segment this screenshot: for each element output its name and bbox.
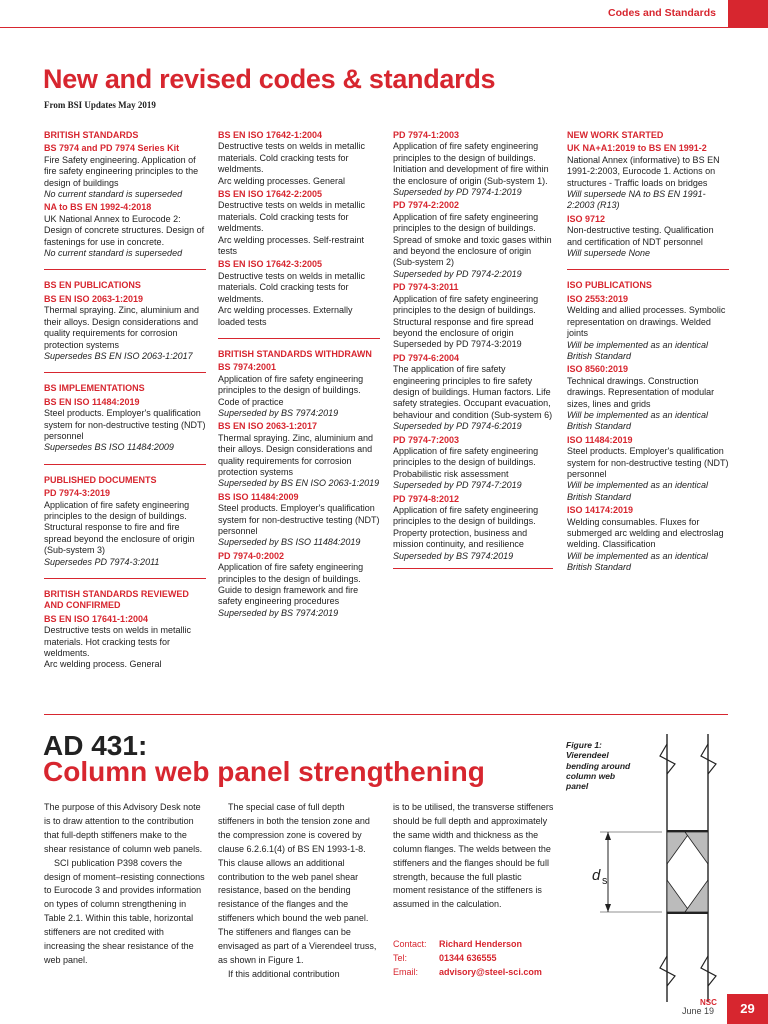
standard-description: Arc welding processes. General xyxy=(218,175,346,186)
standard-description: Arc welding process. General xyxy=(44,659,162,670)
footer-brand: NSC xyxy=(700,998,717,1007)
standard-note: Superseded by BS 7974:2019 xyxy=(218,607,339,618)
standard-note: Superseded by BS 7974:2019 xyxy=(393,550,514,561)
standard-code: BS EN ISO 11484:2019 xyxy=(44,396,140,407)
standard-note: Will be implemented as an identical British Standard xyxy=(567,339,708,361)
standard-code: PD 7974-8:2012 xyxy=(393,493,460,504)
standard-description: Destructive tests on welds in metallic materials. Cold cracking tests for weldments. xyxy=(218,270,366,304)
standard-code: PD 7974-2:2002 xyxy=(393,200,460,211)
dimension-arrow-bottom xyxy=(605,904,611,912)
advisory-title: AD 431: xyxy=(43,730,148,761)
standard-description: Steel products. Employer's qualification system for non-destructive testing (NDT) personnel xyxy=(567,446,729,479)
standard-code: NA to BS EN 1992-4:2018 xyxy=(44,202,152,213)
advisory-subtitle: Column web panel strengthening xyxy=(43,756,485,787)
page-title: New and revised codes & standards xyxy=(43,64,496,94)
standard-description: Non-destructive testing. Qualification and certification of NDT personnel xyxy=(567,225,714,247)
standard-code: PD 7974-3:2011 xyxy=(393,282,459,293)
standard-description: Steel products. Employer's qualification system for non-destructive testing (NDT) personnel xyxy=(44,408,206,441)
standard-code: BS 7974:2001 xyxy=(218,362,277,373)
contact-label: Contact: xyxy=(393,939,427,949)
standard-note: No current standard is superseded xyxy=(44,189,183,200)
standard-code: BS ISO 11484:2009 xyxy=(218,491,299,502)
article-paragraph: If this additional contribution xyxy=(228,968,340,979)
standard-code: BS EN ISO 17642-3:2005 xyxy=(218,259,323,270)
standard-code: ISO 9712 xyxy=(567,213,606,224)
column-3 xyxy=(393,128,555,569)
section-label: Codes and Standards xyxy=(608,7,716,19)
email-link[interactable]: advisory@steel-sci.com xyxy=(439,966,542,977)
standard-description: UK National Annex to Eurocode 2: Design of concrete structures. Design of fastenings for use in concrete. xyxy=(44,213,205,247)
standard-note: Will be implemented as an identical British Standard xyxy=(567,480,708,502)
standard-note: Supersedes BS ISO 11484:2009 xyxy=(44,442,174,453)
standard-description: Technical drawings. Construction drawings. Representation of modular sizes, lines and grids xyxy=(567,375,715,409)
standard-description: Thermal spraying. Zinc, aluminium and their alloys. Design considerations and quality requirements for corrosion protection systems xyxy=(44,305,200,350)
contact-row xyxy=(393,938,563,952)
standard-description: Application of fire safety engineering principles to the design of buildings. Spread of smoke and toxic gases within and beyond the enclosure of origin (Sub-system 2) xyxy=(393,211,552,268)
standard-code: BS EN ISO 17642-1:2004 xyxy=(218,130,323,140)
standard-code: PD 7974-0:2002 xyxy=(218,550,285,561)
standard-description: Application of fire safety engineering principles to the design of buildings. Structural response and fire spread beyond the enclosure of origin xyxy=(393,293,539,338)
standard-note: Supersedes BS EN ISO 2063-1:2017 xyxy=(44,350,193,361)
section-heading: PUBLISHED DOCUMENTS xyxy=(44,464,206,486)
standard-note: Will be implemented as an identical British Standard xyxy=(567,409,708,432)
dimension-subscript: s xyxy=(602,875,608,887)
standard-note: Superseded by PD 7974-1:2019 xyxy=(393,187,522,198)
standard-description: Welding consumables. Fluxes for submerged arc welding and electroslag welding. Classification xyxy=(567,516,724,550)
article-paragraph: The special case of full depth stiffeners in both the tension zone and the compression zone is covered by clause 6.2.6.1(4) of BS EN 1993-1-8. This clause allows an additional contribution to the web panel shear resistance, based on the bending resistance of the flanges and the stiffeners which bound the web panel. The stiffeners and flanges can be envisaged as part of a Vierendeel truss, as shown in Figure 1. xyxy=(218,802,377,965)
standard-note: Will supersede NA to BS EN 1991-2:2003 (R13) xyxy=(567,189,706,211)
tel-label: Tel: xyxy=(393,952,408,963)
section-heading: ISO PUBLICATIONS xyxy=(567,269,729,291)
page-number: 29 xyxy=(727,994,768,1024)
article-column-2 xyxy=(218,801,380,982)
section-heading: NEW WORK STARTED xyxy=(567,130,664,140)
standard-code: ISO 8560:2019 xyxy=(567,364,629,375)
section-divider xyxy=(44,714,728,715)
standard-description: Steel products. Employer's qualification system for non-destructive testing (NDT) personnel xyxy=(218,503,380,536)
standard-description: Application of fire safety engineering principles to the design of buildings. Structural response to fire and fire spread beyond the enclosure of origin (Sub-system 3) xyxy=(44,499,195,556)
article-paragraph: is to be utilised, the transverse stiffeners should be full depth and approximately the same width and thickness as the column flanges. The welds between the stiffeners and the flanges should be full strength, because the full plastic moment resistance of the stiffeners is assumed in the calculation. xyxy=(393,802,554,910)
standard-code: PD 7974-3:2019 xyxy=(44,488,111,499)
section-heading: BRITISH STANDARDS xyxy=(44,130,139,140)
column-4 xyxy=(567,128,729,574)
contact-name: Richard Henderson xyxy=(439,939,523,949)
standard-description: Welding and allied processes. Symbolic representation on drawings. Welded joints xyxy=(567,305,726,339)
dimension-label: d xyxy=(592,867,601,884)
moment-diagram-top-right xyxy=(685,832,708,864)
standard-note: No current standard is superseded xyxy=(44,248,183,259)
standard-description: National Annex (informative) to BS EN 1991-2:2003, Eurocode 1. Actions on structures - Traffic loads on bridges xyxy=(567,154,720,188)
standard-note: Superseded by BS EN ISO 2063-1:2019 xyxy=(218,478,380,489)
standard-code: ISO 11484:2019 xyxy=(567,434,633,445)
standard-description: Destructive tests on welds in metallic materials. Cold cracking tests for weldments. xyxy=(218,200,366,234)
section-heading: BS IMPLEMENTATIONS xyxy=(44,372,206,394)
article-paragraph: The purpose of this Advisory Desk note is to draw attention to the contribution that full-depth stiffeners make to the shear resistance of column web panels. xyxy=(44,802,203,854)
standard-code: BS EN ISO 2063-1:2019 xyxy=(44,293,144,304)
standard-description: Application of fire safety engineering principles to the design of buildings. Code of practice xyxy=(218,373,364,407)
tel-value[interactable]: 01344 636555 xyxy=(439,952,497,963)
standard-note: Supersedes PD 7974-3:2011 xyxy=(44,556,160,567)
contact-row xyxy=(393,952,563,966)
section-heading: BRITISH STANDARDS WITHDRAWN xyxy=(218,338,380,360)
standard-note: Will supersede None xyxy=(567,248,650,259)
standard-note: Superseded by PD 7974-2:2019 xyxy=(393,268,522,279)
column-1 xyxy=(44,128,206,671)
standard-note: Superseded by PD 7974-6:2019 xyxy=(393,421,522,432)
standard-note: Superseded by BS ISO 11484:2019 xyxy=(218,537,361,548)
standard-code: BS EN ISO 2063-1:2017 xyxy=(218,421,318,432)
column-end-rule xyxy=(393,568,553,569)
standard-description: Superseded by PD 7974-3:2019 xyxy=(393,339,522,350)
standard-description: The application of fire safety engineering principles to fire safety design of buildings. Human factors. Life safety strategies. Occupant evacuation, behaviour and condition (Sub-system 6) xyxy=(393,364,553,420)
standard-code: BS EN ISO 17642-2:2005 xyxy=(218,189,323,200)
standard-code: BS 7974 and PD 7974 Series Kit xyxy=(44,143,180,154)
moment-diagram-bottom-left xyxy=(667,880,690,912)
standard-code: BS EN ISO 17641-1:2004 xyxy=(44,613,149,624)
contact-row xyxy=(393,966,563,980)
standard-note: Superseded by BS 7974:2019 xyxy=(218,407,339,418)
standard-description: Destructive tests on welds in metallic materials. Cold cracking tests for weldments. xyxy=(218,141,366,175)
standard-description: Application of fire safety engineering principles to the design of buildings. Probabilistic risk assessment xyxy=(393,445,539,479)
page-subtitle: From BSI Updates May 2019 xyxy=(44,100,156,110)
email-label: Email: xyxy=(393,966,419,977)
moment-diagram-top-left xyxy=(667,832,690,864)
section-heading: BS EN PUBLICATIONS xyxy=(44,269,206,291)
footer-date: June 19 xyxy=(682,1006,715,1016)
dimension-arrow-top xyxy=(605,832,611,840)
column-2 xyxy=(218,128,380,619)
figure-caption: Figure 1: Vierendeel bending around column web panel xyxy=(566,740,631,792)
moment-diagram-bottom-right xyxy=(685,880,708,912)
vierendeel-figure xyxy=(580,734,748,1004)
standard-code: PD 7974-1:2003 xyxy=(393,130,460,140)
standard-description: Application of fire safety engineering principles to the design of buildings. Guide to design framework and fire safety engineering procedures xyxy=(218,562,364,607)
standard-code: PD 7974-6:2004 xyxy=(393,352,460,363)
standard-note: Superseded by PD 7974-7:2019 xyxy=(393,480,522,491)
article-column-3 xyxy=(393,801,555,912)
standard-description: Arc welding processes. Self-restraint tests xyxy=(218,234,365,257)
article-column-1 xyxy=(44,801,206,968)
standard-description: Fire Safety engineering. Application of fire safety engineering principles to the design of buildings xyxy=(44,154,199,188)
standard-code: UK NA+A1:2019 to BS EN 1991-2 xyxy=(567,143,707,154)
standard-code: ISO 14174:2019 xyxy=(567,505,634,516)
standard-note: Will be implemented as an identical British Standard xyxy=(567,550,708,573)
standard-code: ISO 2553:2019 xyxy=(567,293,629,304)
standard-description: Application of fire safety engineering principles to the design of buildings. Property protection, business and mission continuity, and resilience xyxy=(393,505,539,550)
standard-description: Destructive tests on welds in metallic materials. Hot cracking tests for weldments. xyxy=(44,625,192,659)
standard-description: Thermal spraying. Zinc, aluminium and their alloys. Design considerations and quality requirements for corrosion protection systems xyxy=(218,432,374,477)
standard-description: Arc welding processes. Externally loaded tests xyxy=(218,305,353,327)
corner-tab xyxy=(728,0,768,28)
standard-description: Application of fire safety engineering principles to the design of buildings. Initiation and development of fire within the enclosure of origin (Sub-system 1). xyxy=(393,141,549,186)
article-paragraph: SCI publication P398 covers the design of moment–resisting connections to Eurocode 3 and provides information on types of column strengthening in Table 2.1. Within this table, horizontal stiffeners are not credited with increasing the shear resistance of the web panel. xyxy=(44,857,205,965)
contact-block xyxy=(393,938,563,980)
standard-code: PD 7974-7:2003 xyxy=(393,434,460,445)
section-heading: BRITISH STANDARDS REVIEWED AND CONFIRMED xyxy=(44,578,206,612)
